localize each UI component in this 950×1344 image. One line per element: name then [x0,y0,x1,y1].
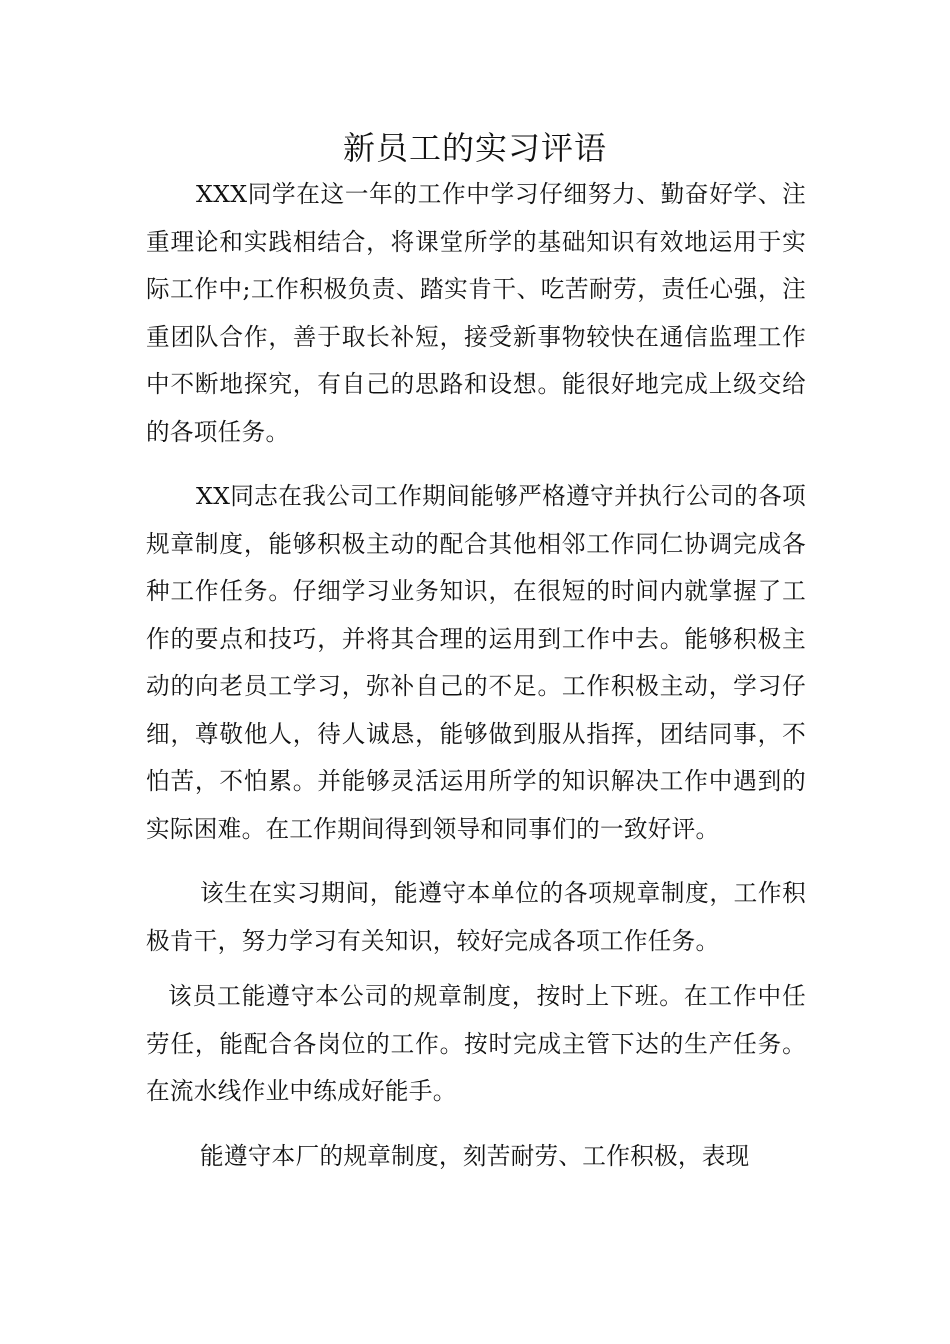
paragraph-5: 能遵守本厂的规章制度，刻苦耐劳、工作积极，表现 [200,1141,750,1170]
paragraph-1: XXX同学在这一年的工作中学习仔细努力、勤奋好学、注重理论和实践相结合，将课堂所学的基础知识有效地运用于实际工作中;工作积极负责、踏实肯干、吃苦耐劳，责任心强，注重团队合作，善于取长补短，接受新事物较快在通信监理工作中不断地探究，有自己的思路和设想。能很好地完成上级交给的各项任务。 [146,180,806,446]
paragraph-3: 该生在实习期间，能遵守本单位的各项规章制度，工作积极肯干，努力学习有关知识，较好完成各项工作任务。 [146,879,806,955]
paragraph-4: 该员工能遵守本公司的规章制度，按时上下班。在工作中任劳任，能配合各岗位的工作。按时完成主管下达的生产任务。在流水线作业中练成好能手。 [146,982,806,1105]
document-title: 新员工的实习评语 [342,129,607,167]
document-body [146,171,806,1180]
paragraph-2: XX同志在我公司工作期间能够严格遵守并执行公司的各项规章制度，能够积极主动的配合其他相邻工作同仁协调完成各种工作任务。仔细学习业务知识，在很短的时间内就掌握了工作的要点和技巧，并将其合理的运用到工作中去。能够积极主动的向老员工学习，弥补自己的不足。工作积极主动，学习仔细，尊敬他人，待人诚恳，能够做到服从指挥，团结同事，不怕苦，不怕累。并能够灵活运用所学的知识解决工作中遇到的实际困难。在工作期间得到领导和同事们的一致好评。 [146,482,806,843]
